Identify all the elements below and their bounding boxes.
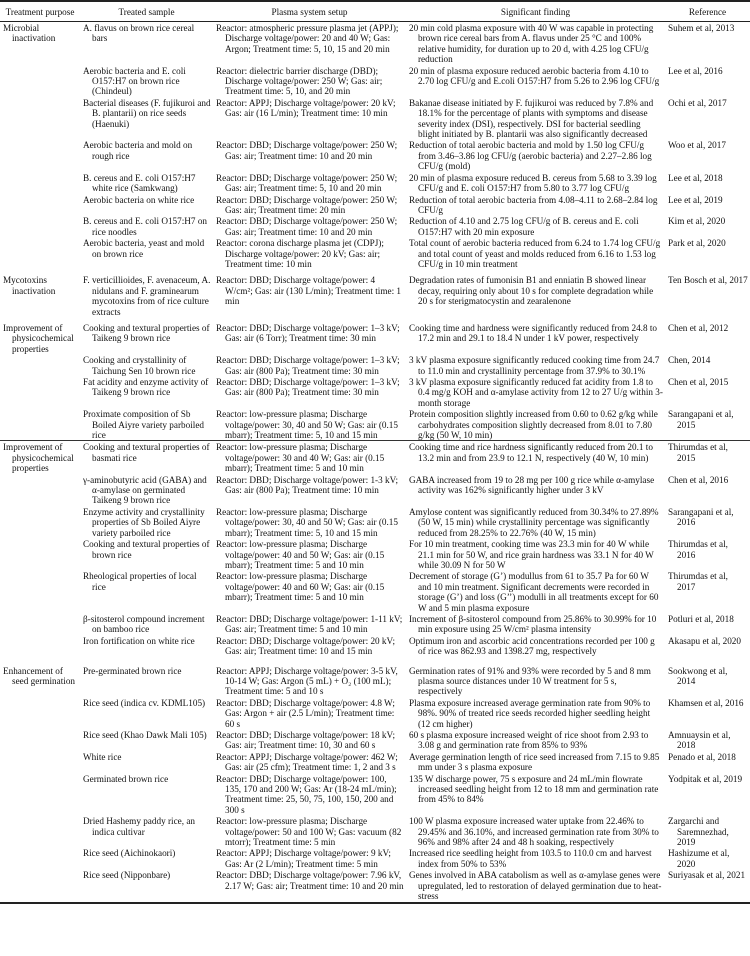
plasma-setup-text: Reactor: DBD; Discharge voltage/power: 4.8 W; Gas: Argon + air (2.5 L/min); Treatment time: 60 s: [216, 697, 395, 729]
cell-treated-sample: [80, 194, 213, 216]
treated-sample-text: B. cereus and E. coli O157:H7 white rice (Samkwang): [83, 172, 196, 194]
cell-significant-finding: [406, 506, 665, 538]
cell-treated-sample: [80, 274, 213, 322]
cell-reference: [665, 697, 750, 729]
cell-plasma-setup: [213, 613, 406, 635]
reference-text: Sookwong et al, 2014: [668, 665, 728, 686]
cell-significant-finding: [406, 22, 665, 65]
cell-reference: [665, 274, 750, 322]
cell-treatment-purpose: [0, 538, 80, 570]
treated-sample-text: Rice seed (Aichinokaori): [83, 848, 176, 859]
table-row: [0, 847, 750, 869]
reference-text: Kim et al, 2020: [668, 216, 726, 227]
cell-significant-finding: [406, 869, 665, 902]
cell-treatment-purpose: [0, 697, 80, 729]
cell-treated-sample: [80, 570, 213, 613]
treated-sample-text: Iron fortification on white rice: [83, 635, 195, 646]
treated-sample-text: Cooking and crystallinity of Taichung Sen 10 brown rice: [83, 355, 196, 376]
cell-treatment-purpose: [0, 665, 80, 697]
plasma-setup-text: Reactor: low-pressure plasma; Discharge voltage/power: 50 and 100 W; Gas: vacuum (82 mtorr); Treatment time: 5 min: [216, 816, 402, 848]
treated-sample-text: Aerobic bacteria, yeast and mold on brown rice: [83, 238, 205, 259]
reference-text: Thirumdas et al, 2015: [668, 442, 728, 463]
table-row: [0, 237, 750, 274]
plasma-setup-text: Reactor: DBD; Discharge voltage/power: 1–3 kV; Gas: air (6 Torr); Treatment time: 30 min: [216, 322, 400, 344]
reference-text: Lee et al, 2018: [668, 172, 723, 183]
cell-plasma-setup: [213, 697, 406, 729]
plasma-setup-text: Reactor: low-pressure plasma; Discharge voltage/power: 40 and 50 W; Gas: air (0.15 mbarr); Treatment time: 5 and 10 min: [216, 539, 385, 570]
table-row: [0, 274, 750, 322]
treated-sample-text: B. cereus and E. coli O157:H7 on rice noodles: [83, 216, 208, 237]
cell-treated-sample: [80, 474, 213, 506]
cell-plasma-setup: [213, 506, 406, 538]
treated-sample-text: Proximate composition of Sb Boiled Aiyre variety parboiled rice: [83, 409, 205, 441]
treated-sample-text: Aerobic bacteria and mold on rough rice: [83, 140, 193, 161]
plasma-setup-text: Reactor: DBD; Discharge voltage/power: 4 W/cm²; Gas: air (130 L/min); Treatment time: 1 min: [216, 275, 402, 307]
treated-sample-text: Germinated brown rice: [83, 773, 169, 784]
cell-reference: [665, 215, 750, 237]
significant-finding-text: Cooking time and hardness were significantly reduced from 24.8 to 17.2 min and 29.1 to 18.4 N under 1 kV power, respectively: [409, 322, 657, 344]
treated-sample-text: Pre-germinated brown rice: [83, 665, 182, 676]
cell-plasma-setup: [213, 274, 406, 322]
significant-finding-text: 3 kV plasma exposure significantly reduced fat acidity from 1.8 to 0.4 mg/g KOH and α-amylase activity from 12 to 27 U/g within 3-month storage: [409, 377, 663, 408]
table-row: [0, 215, 750, 237]
significant-finding-text: Protein composition slightly increased from 0.60 to 0.62 g/kg while carbohydrates composition slightly decreased from 8.01 to 7.80 g/kg (50 W, 10 min): [409, 409, 658, 441]
cell-reference: [665, 22, 750, 65]
cell-treated-sample: [80, 729, 213, 751]
treated-sample-text: Bacterial diseases (F. fujikuroi and B. plantarii) on rice seeds (Haenuki): [83, 97, 211, 129]
significant-finding-text: 20 min cold plasma exposure with 40 W was capable in protecting brown rice cereal bars from A. flavus under 25 °C and 100% relative humidity, for duration up to 20 d, with 4.25 log CFU/g reduction: [409, 23, 654, 65]
plasma-setup-text: Reactor: DBD; Discharge voltage/power: 1–3 kV; Gas: air (800 Pa); Treatment time: 30 min: [216, 377, 400, 398]
treated-sample-text: Cooking and textural properties of brown rice: [83, 539, 210, 560]
plasma-setup-text: Reactor: APPJ; Discharge voltage/power: 20 kV; Gas: air (16 L/min); Treatment time: 10 min: [216, 97, 396, 119]
cell-reference: [665, 194, 750, 216]
cell-significant-finding: [406, 613, 665, 635]
cell-significant-finding: [406, 729, 665, 751]
cell-significant-finding: [406, 65, 665, 97]
cell-reference: [665, 847, 750, 869]
table-row: [0, 322, 750, 354]
cell-treated-sample: [80, 376, 213, 408]
treated-sample-text: β-sitosterol compound increment on bamboo rice: [83, 613, 205, 635]
reference-text: Amnuaysin et al, 2018: [668, 730, 731, 751]
cell-treated-sample: [80, 441, 213, 474]
cell-plasma-setup: [213, 215, 406, 237]
cell-treated-sample: [80, 408, 213, 441]
cell-plasma-setup: [213, 751, 406, 773]
table-row: [0, 538, 750, 570]
cell-plasma-setup: [213, 194, 406, 216]
reference-text: Penado et al, 2018: [668, 751, 736, 762]
cell-treated-sample: [80, 97, 213, 140]
cell-treatment-purpose: [0, 354, 80, 376]
cell-plasma-setup: [213, 729, 406, 751]
table-row: [0, 408, 750, 441]
cell-treated-sample: [80, 22, 213, 65]
reference-text: Chen et al, 2012: [668, 322, 729, 333]
significant-finding-text: Average germination length of rice seed increased from 7.15 to 9.85 mm under 3 s plasma exposure: [409, 751, 660, 773]
table-row: [0, 97, 750, 140]
cell-significant-finding: [406, 172, 665, 194]
cell-treatment-purpose: [0, 506, 80, 538]
treatment-purpose-text: Microbial inactivation: [3, 23, 56, 44]
cell-treated-sample: [80, 506, 213, 538]
cell-plasma-setup: [213, 237, 406, 274]
treated-sample-text: Rice seed (indica cv. KDML105): [83, 697, 206, 708]
significant-finding-text: Increment of β-sitosterol compound from 25.86% to 30.99% for 10 min exposure using 25 W/cm² plasma intensity: [409, 613, 657, 635]
significant-finding-text: Decrement of storage (G’) modullus from 61 to 35.7 Pa for 60 W and 10 min treatment. Significant decrements were recorded in storage (G’) and loss (G’’) modulli in all treatments except for 60 W and 5 min plasma exposure: [409, 571, 659, 613]
plasma-setup-text: Reactor: low-pressure plasma; Discharge voltage/power: 30, 40 and 50 W; Gas: air (0.15 mbarr); Treatment time: 5, 10 and 15 min: [216, 409, 398, 441]
cell-plasma-setup: [213, 408, 406, 441]
cell-reference: [665, 65, 750, 97]
cell-treatment-purpose: [0, 237, 80, 274]
cell-plasma-setup: [213, 139, 406, 171]
cell-plasma-setup: [213, 635, 406, 665]
cell-treatment-purpose: [0, 215, 80, 237]
reference-text: Suhem et al, 2013: [668, 23, 735, 33]
significant-finding-text: Total count of aerobic bacteria reduced from 6.24 to 1.74 log CFU/g and total count of yeast and molds reduced from 6.16 to 1.53 log CFU/g in 10 min treatment: [409, 238, 661, 269]
significant-finding-text: 100 W plasma exposure increased water uptake from 22.46% to 29.45% and 36.10%, and increased germination rate from 30% to 96% and 98% after 24 and 48 h soaking, respectively: [409, 816, 659, 848]
cell-reference: [665, 570, 750, 613]
plasma-setup-text: Reactor: low-pressure plasma; Discharge voltage/power: 40 and 60 W; Gas: air (0.15 mbarr); Treatment time: 5 and 10 min: [216, 571, 385, 603]
header-treated-sample: Treated sample: [80, 1, 213, 22]
plasma-setup-text: Reactor: APPJ; Discharge voltage/power: 3-5 kV, 10-14 W; Gas: Argon (5 mL) + O₂ (100 mL); Treatment time: 5 and 10 s: [216, 665, 398, 697]
table-row: [0, 506, 750, 538]
reference-text: Thirumdas et al, 2016: [668, 539, 728, 560]
cell-treatment-purpose: [0, 729, 80, 751]
treated-sample-text: Enzyme activity and crystallinity properties of Sb Boiled Aiyre variety parboiled rice: [83, 506, 205, 538]
significant-finding-text: Cooking time and rice hardness significantly reduced from 20.1 to 13.2 min and from 23.9 to 12.1 N, respectively (40 W, 10 min): [409, 442, 653, 463]
cell-significant-finding: [406, 322, 665, 354]
cell-reference: [665, 538, 750, 570]
plasma-setup-text: Reactor: DBD; Discharge voltage/power: 250 W; Gas: air; Treatment time: 20 min: [216, 194, 398, 215]
plasma-setup-text: Reactor: DBD; Discharge voltage/power: 1–3 kV; Gas: air (800 Pa); Treatment time: 30 min: [216, 355, 400, 376]
cell-treated-sample: [80, 172, 213, 194]
cell-significant-finding: [406, 354, 665, 376]
cell-treatment-purpose: [0, 635, 80, 665]
table-row: [0, 773, 750, 816]
treatment-purpose-text: Improvement of physicochemical properties: [3, 442, 74, 474]
header-reference: Reference: [665, 1, 750, 22]
significant-finding-text: Reduction of total aerobic bacteria and mold by 1.50 log CFU/g from 3.46–3.86 log CFU/g (aerobic bacteria) and 2.27–2.86 log CFU/g (mold): [409, 140, 652, 172]
table-row: [0, 354, 750, 376]
cell-plasma-setup: [213, 847, 406, 869]
reference-text: Zargarchi and Saremnezhad, 2019: [668, 816, 729, 848]
cell-reference: [665, 441, 750, 474]
treated-sample-text: Rice seed (Nipponbare): [83, 870, 171, 881]
header-significant-finding: Significant finding: [406, 1, 665, 22]
plasma-setup-text: Reactor: corona discharge plasma jet (CDPJ); Discharge voltage/power: 20 kV; Gas: air; Treatment time: 10 min: [216, 238, 384, 269]
cell-significant-finding: [406, 474, 665, 506]
cell-plasma-setup: [213, 773, 406, 816]
cell-treatment-purpose: [0, 751, 80, 773]
significant-finding-text: Bakanae disease initiated by F. fujikuroi was reduced by 7.8% and 18.1% for the percentage of plants with symptoms and disease severity index (DSI), respectively. DSI for bacterial seedling blight initiated by B. plantarii was also significantly decreased: [409, 97, 654, 140]
cell-treated-sample: [80, 697, 213, 729]
reference-text: Lee et al, 2019: [668, 194, 723, 205]
treated-sample-text: White rice: [83, 751, 122, 762]
cell-treatment-purpose: [0, 474, 80, 506]
cell-significant-finding: [406, 441, 665, 474]
reference-text: Khamsen et al, 2016: [668, 697, 744, 708]
cell-significant-finding: [406, 408, 665, 441]
cell-treated-sample: [80, 613, 213, 635]
cell-treated-sample: [80, 751, 213, 773]
cell-significant-finding: [406, 215, 665, 237]
cell-treated-sample: [80, 139, 213, 171]
cell-treatment-purpose: [0, 274, 80, 322]
table-row: [0, 22, 750, 65]
reference-text: Potluri et al, 2018: [668, 613, 734, 624]
reference-text: Park et al, 2020: [668, 238, 726, 249]
cell-significant-finding: [406, 237, 665, 274]
reference-text: Woo et al, 2017: [668, 140, 726, 151]
reference-text: Akasapu et al, 2020: [668, 635, 741, 646]
treated-sample-text: Rice seed (Khao Dawk Mali 105): [83, 730, 207, 740]
cell-treated-sample: [80, 237, 213, 274]
cell-plasma-setup: [213, 65, 406, 97]
significant-finding-text: 20 min of plasma exposure reduced B. cereus from 5.68 to 3.39 log CFU/g and E. coli O157:H7 from 5.80 to 3.77 log CFU/g: [409, 172, 657, 194]
treatment-purpose-text: Improvement of physicochemical properties: [3, 322, 74, 354]
plasma-setup-text: Reactor: DBD; Discharge voltage/power: 250 W; Gas: air; Treatment time: 10 and 20 min: [216, 140, 398, 161]
cell-treated-sample: [80, 847, 213, 869]
cell-treatment-purpose: [0, 441, 80, 474]
reference-text: Ochi et al, 2017: [668, 97, 727, 108]
significant-finding-text: 135 W discharge power, 75 s exposure and 24 mL/min flowrate increased seedling height from 12 to 18 mm and germination rate from 45% to 84%: [409, 773, 659, 805]
cell-reference: [665, 97, 750, 140]
cell-significant-finding: [406, 635, 665, 665]
significant-finding-text: For 10 min treatment, cooking time was 23.3 min for 40 W while 21.1 min for 50 W, and rice grain hardness was 33.1 N for 40 W while 30.09 N for 50 W: [409, 539, 654, 570]
cell-reference: [665, 408, 750, 441]
cell-significant-finding: [406, 376, 665, 408]
treated-sample-text: γ-aminobutyric acid (GABA) and α-amylase on germinated Taikeng 9 brown rice: [83, 474, 207, 506]
reference-text: Hashizume et al, 2020: [668, 848, 730, 869]
cell-plasma-setup: [213, 22, 406, 65]
table-row: [0, 474, 750, 506]
plasma-setup-text: Reactor: atmospheric pressure plasma jet (APPJ); Discharge voltage/power: 20 and 40 W; Gas: Argon; Treatment time: 5, 10, 15 and 20 min: [216, 23, 399, 54]
table-row: [0, 729, 750, 751]
cell-reference: [665, 613, 750, 635]
cell-significant-finding: [406, 847, 665, 869]
cell-treatment-purpose: [0, 408, 80, 441]
table-row: [0, 376, 750, 408]
cell-significant-finding: [406, 194, 665, 216]
cell-plasma-setup: [213, 570, 406, 613]
plasma-setup-text: Reactor: APPJ; Discharge voltage/power: 462 W; Gas: air (25 cfm); Treatment time: 1, 2 and 3 s: [216, 751, 398, 773]
cell-reference: [665, 729, 750, 751]
plasma-setup-text: Reactor: DBD; Discharge voltage/power: 18 kV; Gas: air; Treatment time: 10, 30 and 60 s: [216, 730, 396, 751]
significant-finding-text: Plasma exposure increased average germination rate from 90% to 98%. 90% of treated rice seeds recorded higher seedling height (12 cm higher): [409, 697, 651, 729]
cell-treated-sample: [80, 869, 213, 902]
table-row: [0, 570, 750, 613]
cell-plasma-setup: [213, 97, 406, 140]
header-row: [0, 1, 750, 22]
cell-significant-finding: [406, 697, 665, 729]
treatment-purpose-text: Mycotoxins inactivation: [3, 275, 56, 296]
cell-treated-sample: [80, 538, 213, 570]
cell-plasma-setup: [213, 538, 406, 570]
cell-significant-finding: [406, 97, 665, 140]
plasma-setup-text: Reactor: low-pressure plasma; Discharge voltage/power: 30 and 40 W; Gas: air (0.15 mbarr); Treatment time: 5 and 10 min: [216, 442, 385, 474]
significant-finding-text: Reduction of 4.10 and 2.75 log CFU/g of B. cereus and E. coli O157:H7 with 20 min exposure: [409, 216, 639, 237]
reference-text: Chen et al, 2015: [668, 377, 729, 387]
plasma-setup-text: Reactor: DBD; Discharge voltage/power: 1-3 kV; Gas: air (800 Pa); Treatment time: 10 min: [216, 474, 399, 496]
table-body: [0, 22, 750, 903]
table-row: [0, 869, 750, 902]
significant-finding-text: 3 kV plasma exposure significantly reduced cooking time from 24.7 to 11.0 min and crystallinity percentage from 37.9% to 30.1%: [409, 355, 660, 376]
treated-sample-text: Dried Hashemy paddy rice, an indica cultivar: [83, 816, 195, 837]
plasma-setup-text: Reactor: DBD; Discharge voltage/power: 20 kV; Gas: air; Treatment time: 10 and 15 min: [216, 635, 396, 657]
table-row: [0, 65, 750, 97]
cell-treatment-purpose: [0, 172, 80, 194]
cell-significant-finding: [406, 751, 665, 773]
header-treatment-purpose: Treatment purpose: [0, 1, 80, 22]
cell-significant-finding: [406, 815, 665, 847]
cell-reference: [665, 354, 750, 376]
treated-sample-text: Fat acidity and enzyme activity of Taikeng 9 brown rice: [83, 377, 209, 398]
table-row: [0, 697, 750, 729]
plasma-setup-text: Reactor: DBD; Discharge voltage/power: 7.96 kV, 2.17 W; Gas: air; Treatment time: 10 and 20 min: [216, 870, 404, 891]
reference-text: Sarangapani et al, 2016: [668, 506, 734, 528]
table-row: [0, 751, 750, 773]
significant-finding-text: Optimum iron and ascorbic acid concentrations recorded per 100 g of rice was 862.93 and 1398.27 mg, respectively: [409, 635, 655, 657]
significant-finding-text: Germination rates of 91% and 93% were recorded by 5 and 8 mm plasma source distances under 10 W treatment for 5 s, respectively: [409, 665, 651, 697]
cell-treated-sample: [80, 322, 213, 354]
cell-plasma-setup: [213, 322, 406, 354]
cell-plasma-setup: [213, 441, 406, 474]
cell-treatment-purpose: [0, 22, 80, 65]
cell-reference: [665, 751, 750, 773]
significant-finding-text: Reduction of total aerobic bacteria from 4.08–4.11 to 2.68–2.84 log CFU/g: [409, 194, 658, 215]
significant-finding-text: GABA increased from 19 to 28 mg per 100 g rice while α-amylase activity was 162% significantly higher under 3 kV: [409, 474, 655, 496]
significant-finding-text: Genes involved in ABA catabolism as well as α-amylase genes were upregulated, led to restoration of delayed germination due to heat-stress: [409, 870, 662, 902]
plasma-setup-text: Reactor: dielectric barrier discharge (DBD); Discharge voltage/power: 250 W; Gas: air; Treatment time: 5, 10, and 20 min: [216, 65, 383, 97]
reference-text: Suriyasak et al, 2021: [668, 870, 746, 881]
cell-reference: [665, 506, 750, 538]
plasma-setup-text: Reactor: DBD; Discharge voltage/power: 1-11 kV; Gas: air; Treatment time: 5 and 10 min: [216, 613, 403, 635]
cell-treated-sample: [80, 635, 213, 665]
cell-reference: [665, 322, 750, 354]
cell-plasma-setup: [213, 376, 406, 408]
cell-significant-finding: [406, 570, 665, 613]
cell-reference: [665, 237, 750, 274]
cell-significant-finding: [406, 538, 665, 570]
cell-treated-sample: [80, 65, 213, 97]
cell-reference: [665, 815, 750, 847]
table-row: [0, 139, 750, 171]
significant-finding-text: 60 s plasma exposure increased weight of rice shoot from 2.93 to 3.08 g and germination rate from 85% to 93%: [409, 730, 649, 751]
treated-sample-text: Rheological properties of local rice: [83, 571, 197, 592]
treatment-purpose-text: Enhancement of seed germination: [3, 665, 76, 686]
table-row: [0, 635, 750, 665]
cell-plasma-setup: [213, 815, 406, 847]
plasma-setup-text: Reactor: low-pressure plasma; Discharge voltage/power: 30, 40 and 50 W; Gas: air (0.15 mbarr); Treatment time: 5, 10 and 15 min: [216, 506, 398, 538]
table-row: [0, 815, 750, 847]
treated-sample-text: Cooking and textural properties of Taikeng 9 brown rice: [83, 322, 210, 344]
treated-sample-text: Cooking and textural properties of basmati rice: [83, 442, 210, 463]
reference-text: Lee et al, 2016: [668, 65, 723, 76]
cell-treated-sample: [80, 815, 213, 847]
table-row: [0, 194, 750, 216]
cell-treatment-purpose: [0, 139, 80, 171]
cell-treatment-purpose: [0, 773, 80, 816]
treated-sample-text: F. verticillioides, F. avenaceum, A. nidulans and F. graminearum mycotoxins from of rice culture extracts: [83, 275, 211, 317]
reference-text: Sarangapani et al, 2015: [668, 409, 734, 430]
cell-reference: [665, 376, 750, 408]
plasma-setup-text: Reactor: DBD; Discharge voltage/power: 250 W; Gas: air; Treatment time: 5, 10 and 20 min: [216, 172, 398, 194]
cell-treatment-purpose: [0, 570, 80, 613]
cell-treatment-purpose: [0, 613, 80, 635]
cell-reference: [665, 474, 750, 506]
cell-treated-sample: [80, 354, 213, 376]
cell-treatment-purpose: [0, 65, 80, 97]
cell-reference: [665, 139, 750, 171]
significant-finding-text: 20 min of plasma exposure reduced aerobic bacteria from 4.10 to 2.70 log CFU/g and E.coli O157:H7 from 5.26 to 2.96 log CFU/g: [409, 65, 660, 87]
cell-reference: [665, 869, 750, 902]
cell-treatment-purpose: [0, 847, 80, 869]
plasma-setup-text: Reactor: APPJ; Discharge voltage/power: 9 kV; Gas: Ar (2 L/min); Treatment time: 5 min: [216, 848, 391, 869]
treated-sample-text: Aerobic bacteria on white rice: [83, 194, 195, 205]
plasma-setup-text: Reactor: DBD; Discharge voltage/power: 100, 135, 170 and 200 W; Gas: Ar (18-24 mL/min); Treatment time: 25, 50, 75, 100, 150, 200 and 300 s: [216, 773, 397, 815]
cell-plasma-setup: [213, 869, 406, 902]
cell-reference: [665, 635, 750, 665]
treated-sample-text: Aerobic bacteria and E. coli O157:H7 on brown rice (Chindeul): [83, 65, 186, 97]
table-row: [0, 441, 750, 474]
cell-treatment-purpose: [0, 97, 80, 140]
treated-sample-text: A. flavus on brown rice cereal bars: [83, 23, 195, 44]
cell-plasma-setup: [213, 474, 406, 506]
cell-plasma-setup: [213, 354, 406, 376]
cell-plasma-setup: [213, 172, 406, 194]
cell-reference: [665, 665, 750, 697]
reference-text: Ten Bosch et al, 2017: [668, 275, 748, 286]
cell-reference: [665, 773, 750, 816]
cell-treated-sample: [80, 665, 213, 697]
table-row: [0, 665, 750, 697]
plasma-setup-text: Reactor: DBD; Discharge voltage/power: 250 W; Gas: air; Treatment time: 10 and 20 min: [216, 216, 398, 237]
cell-treatment-purpose: [0, 194, 80, 216]
cell-treated-sample: [80, 215, 213, 237]
significant-finding-text: Degradation rates of fumonisin B1 and enniatin B showed linear decay, requiring only about 10 s for complete degradation while 20 s for sterigmatocystin and zearalenone: [409, 275, 654, 307]
cell-treatment-purpose: [0, 376, 80, 408]
cell-significant-finding: [406, 274, 665, 322]
cell-significant-finding: [406, 665, 665, 697]
cell-treatment-purpose: [0, 322, 80, 354]
table-row: [0, 613, 750, 635]
cell-treated-sample: [80, 773, 213, 816]
cell-reference: [665, 172, 750, 194]
cell-significant-finding: [406, 139, 665, 171]
cell-treatment-purpose: [0, 815, 80, 847]
cell-significant-finding: [406, 773, 665, 816]
reference-text: Thirumdas et al, 2017: [668, 571, 728, 592]
reference-text: Chen et al, 2016: [668, 474, 729, 485]
cell-treatment-purpose: [0, 869, 80, 902]
significant-finding-text: Amylose content was significantly reduced from 30.34% to 27.89% (50 W, 15 min) while crystallinity percentage was significantly reduced from 28.25% to 22.76% (40 W, 15 min): [409, 506, 659, 538]
cell-plasma-setup: [213, 665, 406, 697]
reference-text: Yodpitak et al, 2019: [668, 773, 743, 784]
table-row: [0, 172, 750, 194]
significant-finding-text: Increased rice seedling height from 103.5 to 110.0 cm and harvest index from 50% to 53%: [409, 848, 652, 869]
header-plasma-setup: Plasma system setup: [213, 1, 406, 22]
reference-text: Chen, 2014: [668, 355, 711, 366]
